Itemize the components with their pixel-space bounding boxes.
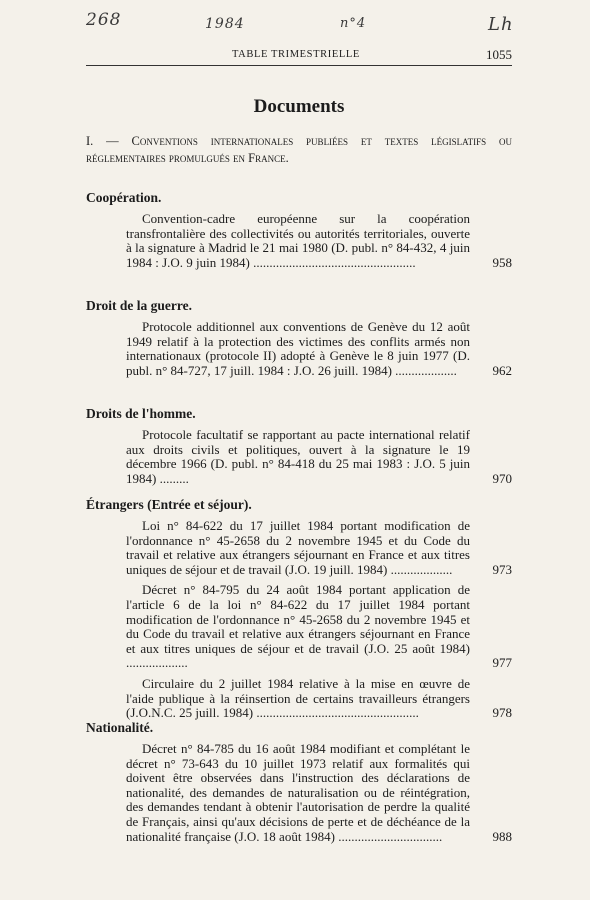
entry-text: Protocole facultatif se rapportant au pacte international relatif aux droits civils et politiques, ouvert à la signature le 19 décembre 1966 (D. publ. n° 84-418 du 25 mai 1983 : J.O. 5 juin 1984) ......... <box>126 427 470 486</box>
list-item <box>86 212 512 270</box>
part-heading: I. — Conventions internationales publiées et textes législatifs ou réglementaires promulgués en France. <box>86 134 512 165</box>
section-title: Nationalité. <box>86 720 154 735</box>
handwritten-annotation: 268 <box>86 10 122 30</box>
page-title: Documents <box>253 96 345 117</box>
entry-page: 958 <box>492 254 512 270</box>
section-droit-guerre <box>86 298 512 384</box>
section-droits-homme <box>86 406 512 492</box>
entry-page: 973 <box>492 561 512 577</box>
entry-text: Circulaire du 2 juillet 1984 relative à la mise en œuvre de l'aide publique à la réinsertion de certains travailleurs étrangers (J.O.N.C. 25 juill. 1984) .................................................. <box>126 675 470 721</box>
section-etrangers <box>86 497 512 727</box>
entry-text: Loi n° 84-622 du 17 juillet 1984 portant modification de l'ordonnance n° 45-2658 du 2 novembre 1945 et du Code du travail et relative aux étrangers séjournant en France et aux titres uniques de séjour et de travail (J.O. 19 juill. 1984) ................... <box>126 518 470 577</box>
list-item <box>86 320 512 378</box>
section-title: Étrangers (Entrée et séjour). <box>86 497 252 512</box>
page-number: 1055 <box>486 47 512 62</box>
section-title: Droits de l'homme. <box>86 406 196 421</box>
list-item <box>86 677 512 721</box>
section-cooperation <box>86 190 512 276</box>
entry-text: Décret n° 84-795 du 24 août 1984 portant application de l'article 6 de la loi n° 84-622 du 17 juillet 1984 portant modification de l'ordonnance n° 45-2658 du 2 novembre 1945 et du Code du travail et relative aux étrangers séjournant en France et aux titres uniques de séjour et de travail (J.O. 25 août 1984) ................... <box>126 582 470 671</box>
entry-text: Décret n° 84-785 du 16 août 1984 modifiant et complétant le décret n° 73-643 du 10 juillet 1973 relatif aux formalités qui doivent être observées dans l'instruction des déclarations de nationalité, des demandes de naturalisation ou de réintégration, des demandes tendant à obtenir l'autorisation de perdre la qualité de Français, ainsi qu'aux décisions de perte et de déchéance de la nationalité française (J.O. 18 août 1984) ................................ <box>126 741 470 844</box>
list-item <box>86 583 512 671</box>
entry-page: 978 <box>492 705 512 721</box>
list-item <box>86 428 512 486</box>
handwritten-annotation: n°4 <box>340 16 367 31</box>
entry-page: 988 <box>492 828 512 844</box>
section-nationalite <box>86 720 512 850</box>
running-title: TABLE TRIMESTRIELLE <box>232 49 360 60</box>
handwritten-annotation: 1984 <box>205 16 245 32</box>
entry-page: 962 <box>492 362 512 378</box>
running-header <box>86 47 512 66</box>
entry-page: 977 <box>492 655 512 671</box>
entry-page: 970 <box>492 470 512 486</box>
list-item <box>86 519 512 577</box>
entry-text: Convention-cadre européenne sur la coopération transfrontalière des collectivités ou autorités territoriales, ouverte à la signature à Madrid le 21 mai 1980 (D. publ. n° 84-432, 4 juin 1984 : J.O. 9 juin 1984) .................................................. <box>126 211 470 270</box>
section-title: Coopération. <box>86 190 162 205</box>
handwritten-annotation: Lh <box>488 14 514 35</box>
list-item <box>86 742 512 844</box>
section-title: Droit de la guerre. <box>86 298 192 313</box>
entry-text: Protocole additionnel aux conventions de Genève du 12 août 1949 relatif à la protection des victimes des conflits armés non internationaux (protocole II) adopté à Genève le 8 juin 1977 (D. publ. n° 84-727, 17 juill. 1984 : J.O. 26 juill. 1984) ................... <box>126 319 470 378</box>
